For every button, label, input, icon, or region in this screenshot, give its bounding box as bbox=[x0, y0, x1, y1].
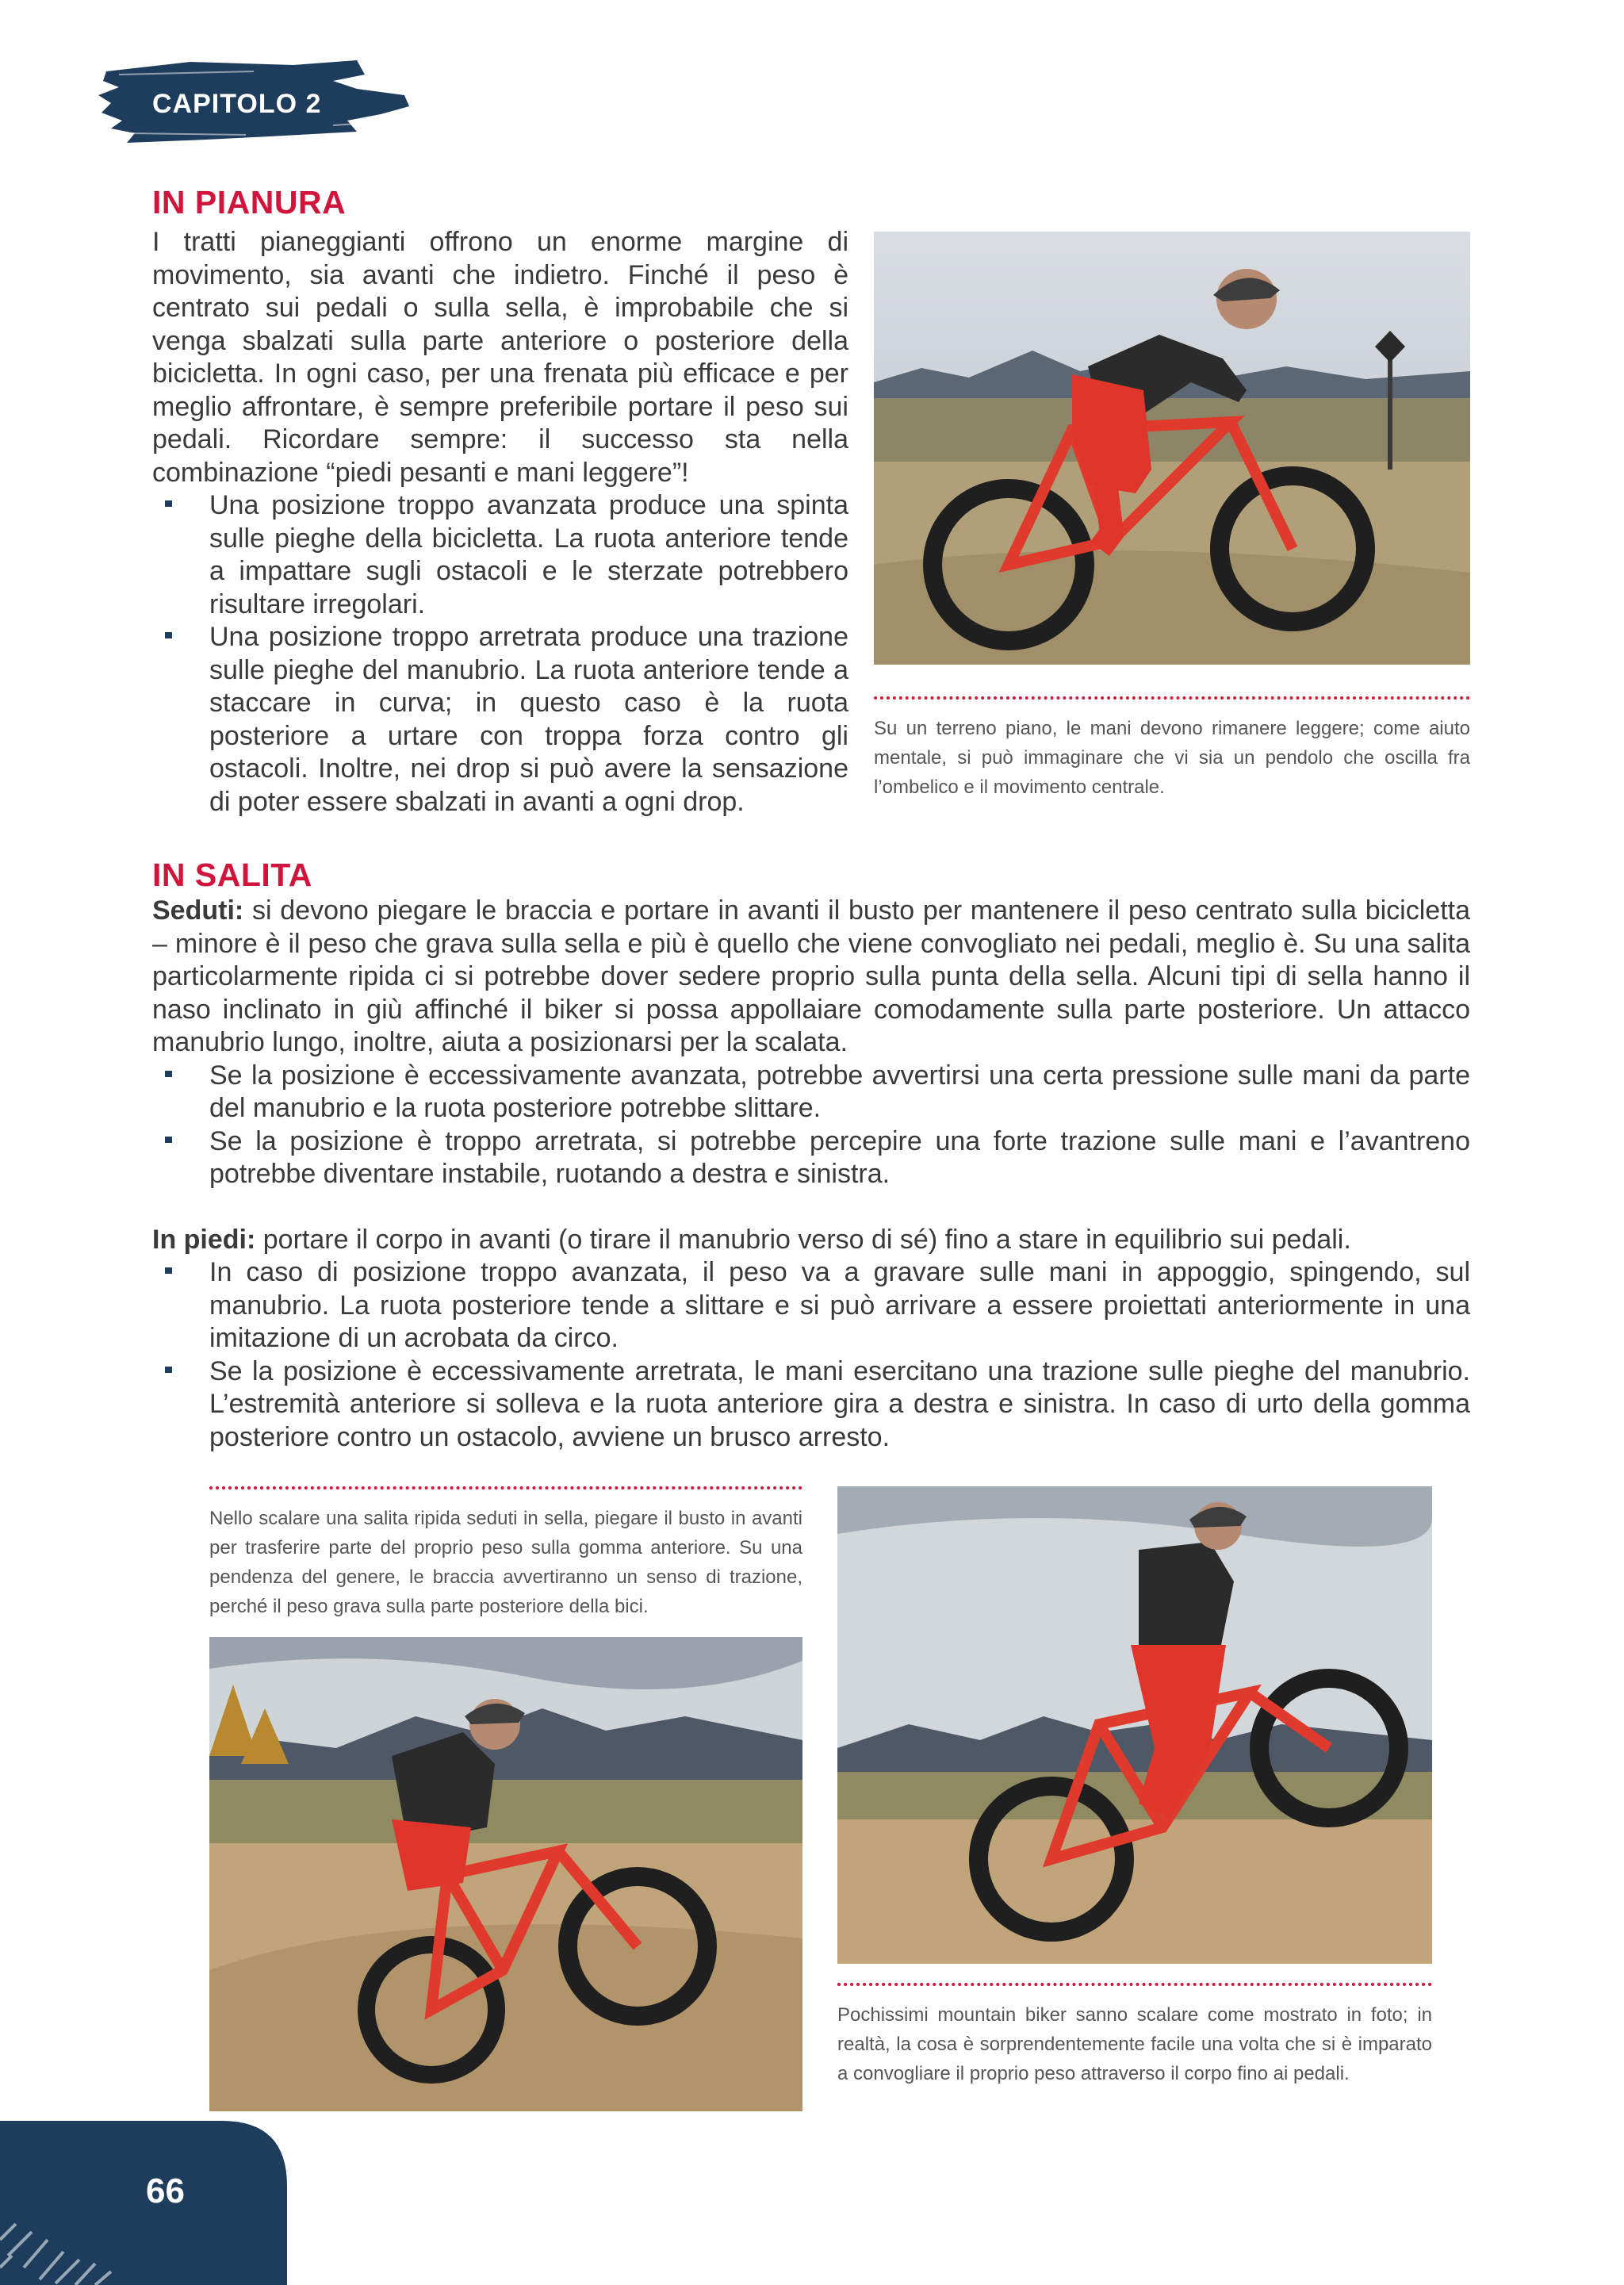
photo-standing-climb bbox=[837, 1486, 1432, 1964]
page-number-tab bbox=[0, 2121, 287, 2285]
seated-label: Seduti: bbox=[152, 895, 244, 926]
standing-text: portare il corpo in avanti (o tirare il manubrio verso di sé) fino a stare in equilibrio sui pedali. bbox=[255, 1224, 1351, 1255]
climb-text-block bbox=[152, 895, 1470, 1454]
caption-standing: Pochissimi mountain biker sanno scalare come mostrato in foto; in realtà, la cosa è sorprendentemente facile una volta che si è imparato a convogliare il proprio peso attraverso il corpo fino ai pedali. bbox=[837, 2004, 1432, 2084]
flat-intro: I tratti pianeggianti offrono un enorme margine di movimento, sia avanti che indietro. Finché il peso è centrato sui pedali o sulla sella, è improbabile che si venga sbalzati sulla parte anteriore o posteriore della bicicletta. In ogni caso, per una frenata più efficace e per meglio affrontare, è sempre preferibile portare il peso sui pedali. Ricordare sempre: il successo sta nella combinazione “piedi pesanti e mani leggere”! bbox=[152, 227, 848, 488]
seated-bullet-2: Se la posizione è troppo arretrata, si potrebbe percepire una forte trazione sulle mani e l’avantreno potrebbe diventare instabile, ruotando a destra e sinistra. bbox=[152, 1125, 1470, 1191]
page-number: 66 bbox=[146, 2172, 185, 2210]
caption-divider-flat bbox=[874, 696, 1470, 700]
seated-text: si devono piegare le braccia e portare in avanti il busto per mantenere il peso centrato sulla bicicletta – minore è il peso che grava sulla sella e più è quello che viene convogliato nei pedali, meglio è. Su una salita particolarmente ripida ci si potrebbe dover sedere proprio sulla punta della sella. Alcuni tipi di sella hanno il naso inclinato in giù affinché il biker si possa appollaiare comodamente sulla parte posteriore. Un attacco manubrio lungo, inoltre, aiuta a posizionarsi per la scalata. bbox=[152, 895, 1470, 1057]
standing-bullet-1: In caso di posizione troppo avanzata, il peso va a gravare sulle mani in appoggio, spingendo, sul manubrio. La ruota posteriore tende a slittare e si può arrivare a essere proiettati anteriormente in una imitazione di un acrobata da circo. bbox=[152, 1256, 1470, 1355]
flat-bullet-2: Una posizione troppo arretrata produce una trazione sulle pieghe del manubrio. La ruota anteriore tende a staccare in curva; in questo caso è la ruota posteriore a urtare con troppa forza contro gli ostacoli. Inoltre, nei drop si può avere la sensazione di poter essere sbalzati in avanti a ogni drop. bbox=[152, 621, 848, 819]
caption-seated: Nello scalare una salita ripida seduti in sella, piegare il busto in avanti per trasferire parte del proprio peso sulla gomma anteriore. Su una pendenza del genere, le braccia avvertiranno un senso di trazione, perché il peso grava sulla parte posteriore della bici. bbox=[209, 1508, 802, 1617]
standing-paragraph bbox=[152, 1224, 1470, 1257]
photo-seated-climb bbox=[209, 1637, 802, 2111]
caption-divider-seated bbox=[209, 1486, 802, 1489]
seated-paragraph bbox=[152, 895, 1470, 1060]
flat-text-block bbox=[152, 226, 848, 819]
section-title-climb: IN SALITA bbox=[152, 857, 312, 893]
caption-divider-standing bbox=[837, 1983, 1432, 1986]
flat-bullet-1: Una posizione troppo avanzata produce una spinta sulle pieghe della bicicletta. La ruota anteriore tende a impattare sugli ostacoli e le sterzate potrebbero risultare irregolari. bbox=[152, 489, 848, 621]
caption-flat: Su un terreno piano, le mani devono rimanere leggere; come aiuto mentale, si può immaginare che vi sia un pendolo che oscilla fra l’ombelico e il movimento centrale. bbox=[874, 718, 1470, 798]
chapter-label: CAPITOLO 2 bbox=[152, 89, 322, 119]
standing-bullet-2: Se la posizione è eccessivamente arretrata, le mani esercitano una trazione sulle pieghe del manubrio. L’estremità anteriore si solleva e la ruota anteriore gira a destra e sinistra. In caso di urto della gomma posteriore contro un ostacolo, avviene un brusco arresto. bbox=[152, 1355, 1470, 1455]
standing-label: In piedi: bbox=[152, 1224, 256, 1255]
seated-bullet-1: Se la posizione è eccessivamente avanzata, potrebbe avvertirsi una certa pressione sulle mani da parte del manubrio e la ruota posteriore potrebbe slittare. bbox=[152, 1060, 1470, 1125]
spacer bbox=[152, 1191, 1470, 1224]
section-title-flat: IN PIANURA bbox=[152, 184, 347, 220]
photo-flat-riding bbox=[874, 232, 1470, 665]
